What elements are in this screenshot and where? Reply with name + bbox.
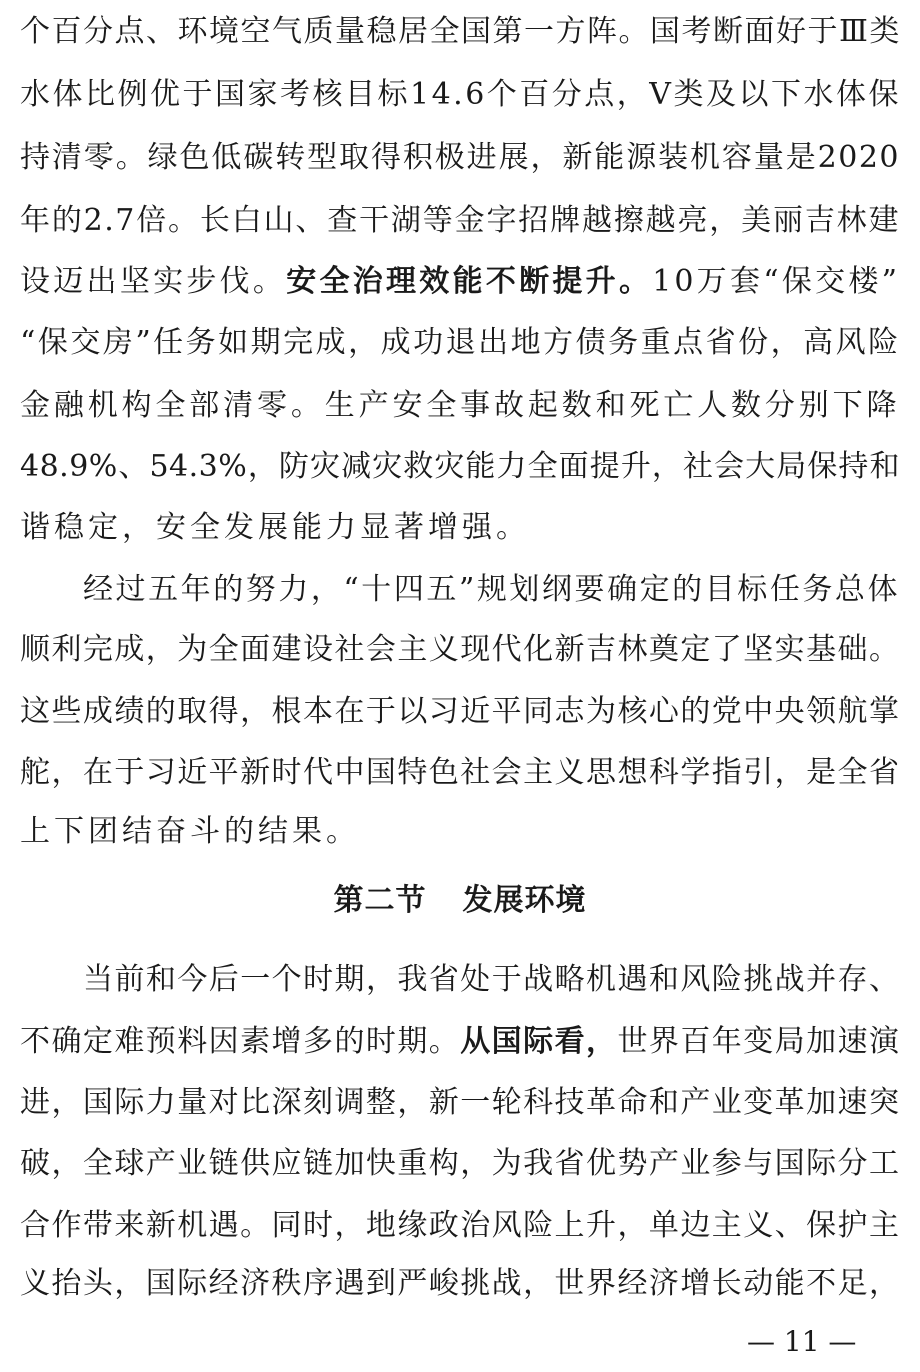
section-title: 发展环境 <box>462 883 587 918</box>
text-line: 义抬头，国际经济秩序遇到严峻挑战，世界经济增长动能不足， <box>20 1266 900 1301</box>
text-line: “保交房”任务如期完成，成功退出地方债务重点省份，高风险 <box>20 325 901 360</box>
text-line: 合作带来新机遇。同时，地缘政治风险上升，单边主义、保护主 <box>20 1208 900 1243</box>
text-line: 金融机构全部清零。生产安全事故起数和死亡人数分别下降 <box>20 388 900 423</box>
text-line: 不确定难预料因素增多的时期。从国际看，世界百年变局加速演 <box>20 1024 901 1059</box>
bold-phrase: 安全治理效能不断提升。 <box>286 264 653 299</box>
paragraph-first-line: 当前和今后一个时期，我省处于战略机遇和风险挑战并存、 <box>83 962 900 997</box>
text-line: 破，全球产业链供应链加快重构，为我省优势产业参与国际分工 <box>20 1146 900 1181</box>
text-line: 设迈出坚实步伐。安全治理效能不断提升。10万套“保交楼” <box>20 264 901 299</box>
bold-phrase: 从国际看， <box>460 1024 618 1059</box>
text-line: 48.9%、54.3%，防灾减灾救灾能力全面提升，社会大局保持和 <box>20 449 900 484</box>
text-line: 上下团结奋斗的结果。 <box>20 814 360 849</box>
text-line: 舵，在于习近平新时代中国特色社会主义思想科学指引，是全省 <box>20 755 900 790</box>
section-heading <box>20 879 900 923</box>
page-number: — 11 — <box>747 1325 857 1358</box>
text-line: 持清零。绿色低碳转型取得积极进展，新能源装机容量是2020 <box>20 140 900 175</box>
text-line: 个百分点、环境空气质量稳居全国第一方阵。国考断面好于Ⅲ类 <box>20 14 901 49</box>
text-line: 这些成绩的取得，根本在于以习近平同志为核心的党中央领航掌 <box>20 694 900 729</box>
text-line: 水体比例优于国家考核目标14.6个百分点，Ⅴ类及以下水体保 <box>20 77 901 112</box>
text-line: 谐稳定，安全发展能力显著增强。 <box>20 510 530 545</box>
text-line: 顺利完成，为全面建设社会主义现代化新吉林奠定了坚实基础。 <box>20 632 900 667</box>
text-line: 进，国际力量对比深刻调整，新一轮科技革命和产业变革加速突 <box>20 1085 900 1120</box>
section-number: 第二节 <box>333 883 427 918</box>
text-line: 年的2.7倍。长白山、查干湖等金字招牌越擦越亮，美丽吉林建 <box>20 203 900 238</box>
paragraph-first-line: 经过五年的努力，“十四五”规划纲要确定的目标任务总体 <box>83 572 900 607</box>
